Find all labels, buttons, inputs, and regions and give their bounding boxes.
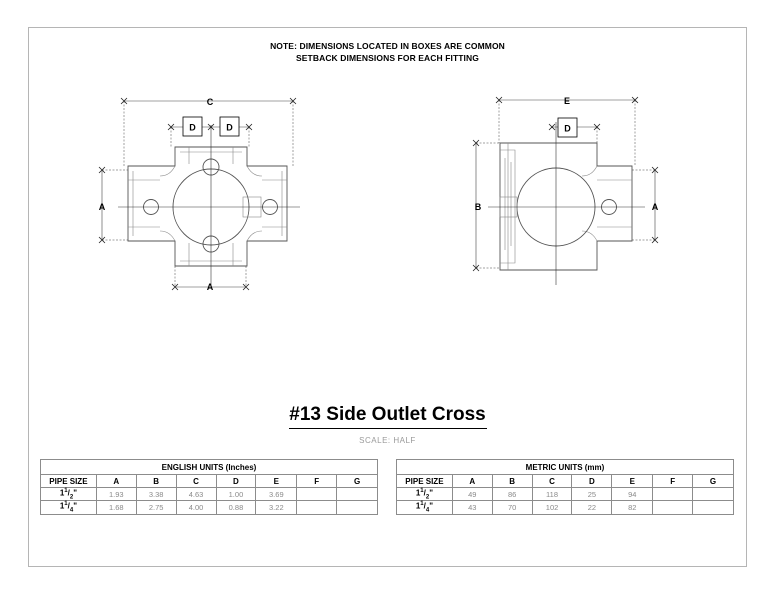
title-underline [289,428,487,429]
metric-units-table [396,459,734,515]
pipe-size-cell: $1^1/_4$" [397,501,453,514]
header-c: C [532,475,572,488]
header-e: E [612,475,653,488]
table-row [41,488,378,501]
value-cell: 0.88 [216,501,256,514]
value-cell: 49 [452,488,492,501]
drawing-title: #13 Side Outlet Cross [289,404,486,425]
value-cell: 82 [612,501,653,514]
header-d: D [572,475,612,488]
value-cell: 3.69 [256,488,297,501]
front-view [99,97,300,292]
value-cell: 4.00 [176,501,216,514]
header-f: F [297,475,337,488]
dim-c-label: C [206,97,214,107]
value-cell: 118 [532,488,572,501]
dim-a-side-label: A [98,202,106,212]
value-cell: 3.38 [136,488,176,501]
header-b: B [492,475,532,488]
value-cell [297,488,337,501]
value-cell [337,501,378,514]
header-d: D [216,475,256,488]
value-cell: 25 [572,488,612,501]
header-e: E [256,475,297,488]
header-a: A [96,475,136,488]
english-table-caption: ENGLISH UNITS (Inches) [41,460,378,475]
note-line-2: SETBACK DIMENSIONS FOR EACH FITTING [296,53,479,63]
metric-table-caption: METRIC UNITS (mm) [397,460,734,475]
dim-d-left-label: D [189,122,196,133]
value-cell: 70 [492,501,532,514]
metric-header-row [397,475,734,488]
value-cell: 4.63 [176,488,216,501]
value-cell: 86 [492,488,532,501]
dim-b-label: B [474,202,482,212]
table-row [397,501,734,514]
dim-d-right-label: D [226,122,233,133]
table-row [41,501,378,514]
header-f: F [653,475,693,488]
value-cell: 102 [532,501,572,514]
note-line-1: NOTE: DIMENSIONS LOCATED IN BOXES ARE COMMON [270,41,505,51]
header-pipe-size: PIPE SIZE [397,475,453,488]
value-cell: 43 [452,501,492,514]
header-g: G [337,475,378,488]
english-units-table [40,459,378,515]
pipe-size-cell: $1^1/_2$" [397,488,453,501]
value-cell: 22 [572,501,612,514]
header-pipe-size: PIPE SIZE [41,475,97,488]
value-cell [337,488,378,501]
pipe-size-cell: $1^1/_2$" [41,488,97,501]
value-cell [653,501,693,514]
value-cell: 1.00 [216,488,256,501]
table-row [397,488,734,501]
header-a: A [452,475,492,488]
english-header-row [41,475,378,488]
header-g: G [693,475,734,488]
value-cell: 94 [612,488,653,501]
scale-label: SCALE: HALF [359,436,416,445]
value-cell [297,501,337,514]
dim-a-side-view-label: A [651,202,659,212]
side-view [473,96,659,285]
dim-e-label: E [563,96,571,106]
value-cell: 3.22 [256,501,297,514]
dim-d-side-label: D [564,123,571,134]
header-c: C [176,475,216,488]
pipe-size-cell: $1^1/_4$" [41,501,97,514]
value-cell [653,488,693,501]
header-b: B [136,475,176,488]
value-cell: 2.75 [136,501,176,514]
value-cell [693,501,734,514]
value-cell: 1.93 [96,488,136,501]
dim-a-bottom-label: A [206,282,214,292]
value-cell: 1.68 [96,501,136,514]
value-cell [693,488,734,501]
